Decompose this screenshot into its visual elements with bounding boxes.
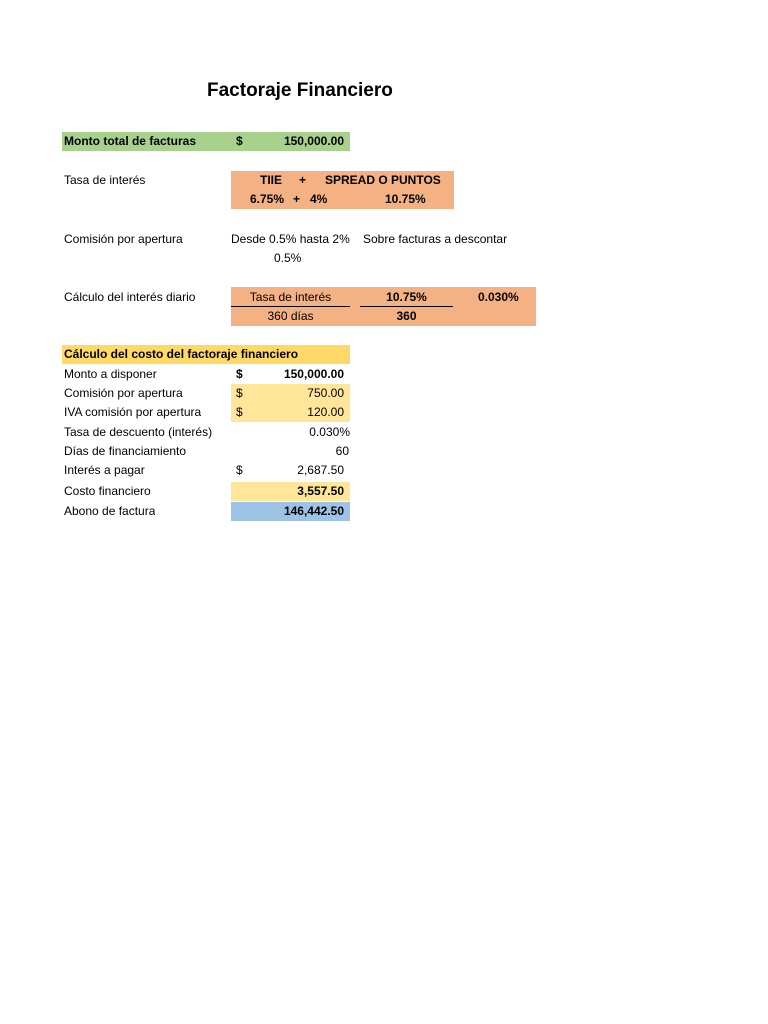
monto-total-label: Monto total de facturas [64, 134, 197, 148]
costo-row-value: 0.030% [309, 425, 350, 439]
costo-row-label: Tasa de descuento (interés) [64, 425, 213, 439]
tasa-v-plus: + [293, 192, 301, 206]
costo-row-currency: $ [236, 367, 243, 381]
diario-num-label: Tasa de interés [231, 288, 350, 307]
costo-row-value: 150,000.00 [283, 367, 344, 381]
comision-range: Desde 0.5% hasta 2% [231, 232, 350, 246]
costo-row-currency: $ [236, 463, 243, 477]
tasa-h-tiie: TIIE [260, 173, 283, 187]
diario-label: Cálculo del interés diario [64, 290, 196, 304]
tasa-h-plus: + [299, 173, 307, 187]
costo-row-value: 120.00 [307, 405, 344, 419]
comision-note: Sobre facturas a descontar [363, 232, 508, 246]
costo-row-currency: $ [236, 405, 243, 419]
page-title: Factoraje Financiero [207, 80, 393, 101]
tasa-v-total: 10.75% [385, 192, 426, 206]
tasa-v-tiie: 6.75% [250, 192, 285, 206]
diario-result: 0.030% [478, 290, 519, 304]
costo-row-value: 60 [335, 444, 349, 458]
costo-row-label: Comisión por apertura [64, 386, 183, 400]
costo-header: Cálculo del costo del factoraje financiero [64, 347, 299, 361]
comision-value: 0.5% [274, 251, 302, 265]
monto-total-currency: $ [236, 134, 243, 148]
costo-row-value: 750.00 [307, 386, 344, 400]
costo-row-value: 3,557.50 [297, 484, 344, 498]
costo-row-value: 2,687.50 [297, 463, 344, 477]
comision-label: Comisión por apertura [64, 232, 183, 246]
monto-total-value: 150,000.00 [283, 134, 344, 148]
diario-den-label: 360 días [267, 309, 314, 323]
costo-row-value: 146,442.50 [283, 504, 344, 518]
costo-row-label: Abono de factura [64, 504, 156, 518]
costo-row-currency: $ [236, 386, 243, 400]
costo-row-label: Días de financiamiento [64, 444, 187, 458]
diario-den-value: 360 [396, 309, 417, 323]
costo-row-label: Monto a disponer [64, 367, 157, 381]
diario-num-value: 10.75% [360, 288, 453, 307]
costo-row-label: Interés a pagar [64, 463, 145, 477]
costo-row-label: IVA comisión por apertura [64, 405, 202, 419]
tasa-v-spread: 4% [310, 192, 328, 206]
tasa-label: Tasa de interés [64, 173, 146, 187]
tasa-h-spread: SPREAD O PUNTOS [325, 173, 441, 187]
costo-row-label: Costo financiero [64, 484, 151, 498]
